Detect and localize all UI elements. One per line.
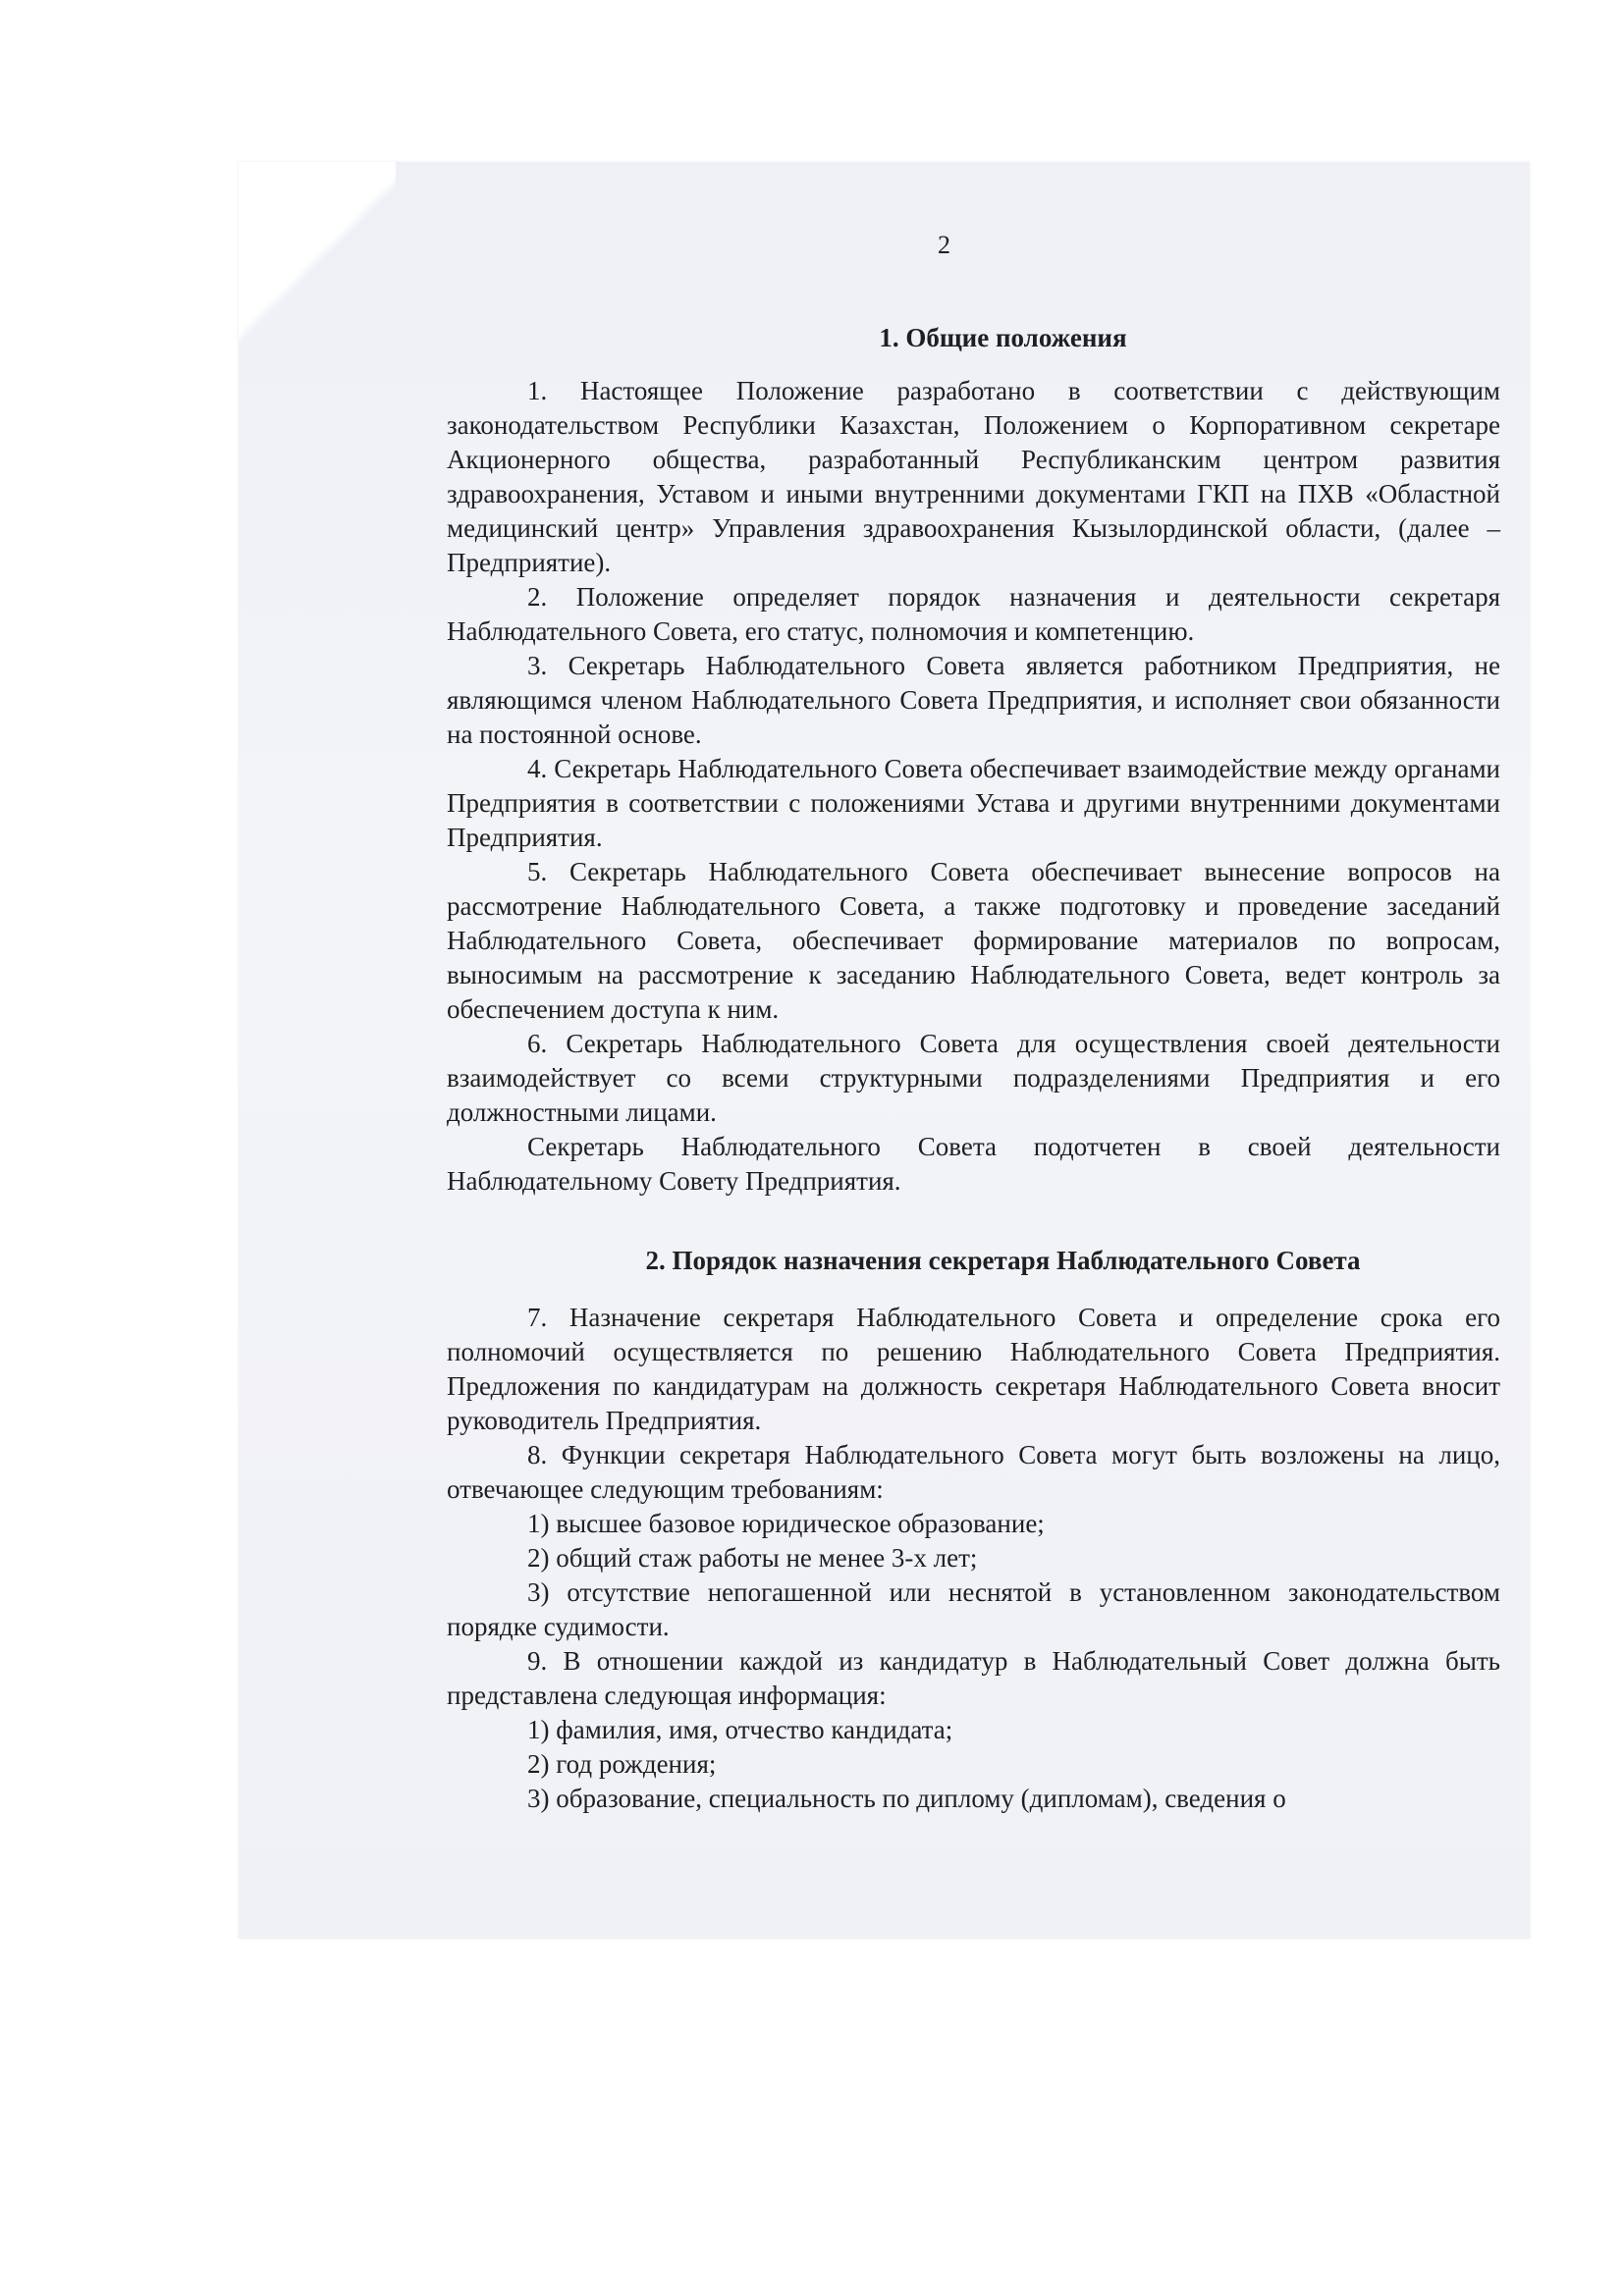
list-item: 1) высшее базовое юридическое образование;	[527, 1509, 1045, 1538]
list-item: 3) отсутствие непогашенной или неснятой в установленном законодательством порядке судимости.	[447, 1577, 1500, 1641]
paragraph-accountability: Секретарь Наблюдательного Совета подотчетен в своей деятельности Наблюдательному Совету Предприятия.	[447, 1132, 1500, 1196]
paragraph-2: 2. Положение определяет порядок назначения и деятельности секретаря Наблюдательного Совета, его статус, полномочия и компетенцию.	[447, 582, 1500, 646]
paragraph-4: 4. Секретарь Наблюдательного Совета обеспечивает взаимодействие между органами Предприятия в соответствии с положениями Устава и другими внутренними документами Предприятия.	[447, 754, 1500, 852]
page-corner-fold	[239, 162, 396, 358]
paragraph-9: 9. В отношении каждой из кандидатур в Наблюдательный Совет должна быть представлена следующая информация:	[447, 1646, 1500, 1710]
document-body	[447, 231, 1500, 1816]
list-item: 3) образование, специальность по диплому (дипломам), сведения о	[527, 1784, 1286, 1813]
paragraph-6: 6. Секретарь Наблюдательного Совета для осуществления своей деятельности взаимодействует со всеми структурными подразделениями Предприятия и его должностными лицами.	[447, 1029, 1500, 1127]
list-item: 1) фамилия, имя, отчество кандидата;	[527, 1715, 953, 1744]
list-item: 2) общий стаж работы не менее 3-х лет;	[527, 1543, 978, 1573]
page-number: 2	[938, 231, 950, 259]
paragraph-7: 7. Назначение секретаря Наблюдательного Совета и определение срока его полномочий осуществляется по решению Наблюдательного Совета Предприятия. Предложения по кандидатурам на должность секретаря Наблюдательного Совета вносит руководитель Предприятия.	[447, 1303, 1500, 1435]
scanned-page	[239, 162, 1530, 1939]
list-item: 2) год рождения;	[527, 1749, 717, 1779]
section-title-appointment: 2. Порядок назначения секретаря Наблюдательного Совета	[645, 1246, 1361, 1275]
paragraph-8: 8. Функции секретаря Наблюдательного Совета могут быть возложены на лицо, отвечающее следующим требованиям:	[447, 1440, 1500, 1504]
section-title-general: 1. Общие положения	[879, 323, 1127, 352]
paragraph-3: 3. Секретарь Наблюдательного Совета является работником Предприятия, не являющимся членом Наблюдательного Совета Предприятия, и исполняет свои обязанности на постоянной основе.	[447, 651, 1500, 749]
paragraph-1: 1. Настоящее Положение разработано в соответствии с действующим законодательством Республики Казахстан, Положением о Корпоративном секретаре Акционерного общества, разработанный Республиканским центром развития здравоохранения, Уставом и иными внутренними документами ГКП на ПХВ «Областной медицинский центр» Управления здравоохранения Кызылординской области, (далее – Предприятие).	[447, 376, 1500, 577]
paragraph-5: 5. Секретарь Наблюдательного Совета обеспечивает вынесение вопросов на рассмотрение Наблюдательного Совета, а также подготовку и проведение заседаний Наблюдательного Совета, обеспечивает формирование материалов по вопросам, выносимым на рассмотрение к заседанию Наблюдательного Совета, ведет контроль за обеспечением доступа к ним.	[447, 857, 1500, 1024]
